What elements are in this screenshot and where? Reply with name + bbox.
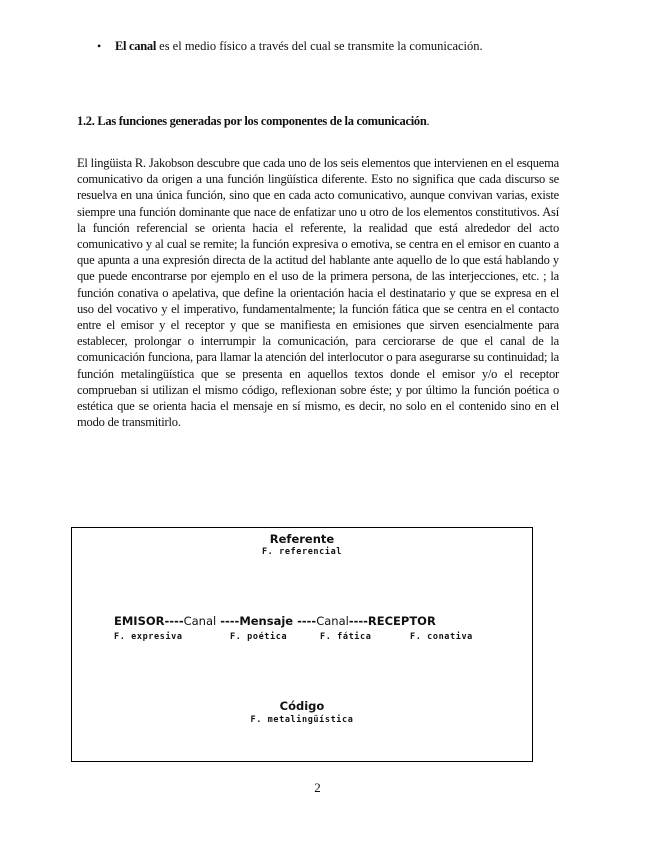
body-paragraph: El lingüista R. Jakobson descubre que cada uno de los seis elementos que intervienen en el esquema comunicativo da origen a una función lingüística diferente. Esto no significa que cada discurso se resuelva en una única función, sino que en cada acto comunicativo, aunque convivan varias, existe siempre una función dominante que nace de enfatizar uno u otro de los elementos constitutivos. Así la función referencial se orienta hacia el referente, la realidad que está alrededor del acto comunicativo y al cual se remite; la función expresiva o emotiva, se centra en el emisor en cuanto a que apunta a una expresión directa de la actitud del hablante ante aquello de lo que está hablando y que puede encontrarse por ejemplo en el uso de la primera persona, de las interjecciones, etc. ; la función conativa o apelativa, que define la orientación hacia el destinatario y que se expresa en el uso del vocativo y el imperativo, fundamentalmente; la función fática que se centra en el contacto entre el emisor y el receptor y que se manifiesta en emisiones que sirven esencialmente para establecer, prolongar o interrumpir la comunicación, para cerciorarse de que el canal de la comunicación funciona, para llamar la atención del interlocutor o para asegurarse su continuidad; la función metalingüística que se presenta en aquellos textos donde el emisor y/o el receptor comprueban si utilizan el mismo código, reflexionan sobre éste; y por último la función poética o estética que se orienta hacia el mensaje en sí mismo, es decir, no solo en el contenido sino en el modo de transmitirlo. — [77, 156, 559, 430]
diagram-f-expresiva: F. expresiva — [114, 632, 183, 642]
diagram-f-metalinguistica: F. metalingüística — [250, 715, 354, 725]
diagram-dash-1: ---- — [164, 614, 184, 628]
section-heading-period: . — [426, 114, 430, 128]
diagram-dash-2: ---- — [216, 614, 240, 628]
diagram-codigo: Código — [279, 699, 325, 713]
diagram-emisor: EMISOR — [114, 614, 165, 628]
diagram-receptor: RECEPTOR — [367, 614, 436, 628]
diagram-mensaje: Mensaje — [239, 614, 294, 628]
bullet-term: El canal — [115, 39, 157, 53]
section-heading — [77, 113, 577, 129]
diagram-canal-2: Canal — [316, 614, 349, 628]
section-heading-text: 1.2. Las funciones generadas por los componentes de la comunicación — [77, 114, 427, 128]
diagram-canal-1: Canal — [183, 614, 217, 628]
diagram-f-referencial: F. referencial — [261, 547, 343, 557]
diagram-dash-3: ---- — [293, 614, 317, 628]
diagram-f-fatica: F. fática — [320, 632, 372, 642]
diagram-dash-4: ---- — [348, 614, 368, 628]
bullet-item-canal — [97, 38, 577, 54]
bullet-icon: • — [97, 39, 102, 53]
diagram-chain — [114, 614, 436, 628]
diagram-f-poetica: F. poética — [230, 632, 288, 642]
diagram-f-conativa: F. conativa — [410, 632, 473, 642]
page-number: 2 — [314, 780, 321, 795]
communication-diagram — [71, 527, 533, 762]
bullet-text: es el medio físico a través del cual se transmite la comunicación. — [156, 39, 483, 53]
diagram-referente: Referente — [269, 532, 335, 546]
